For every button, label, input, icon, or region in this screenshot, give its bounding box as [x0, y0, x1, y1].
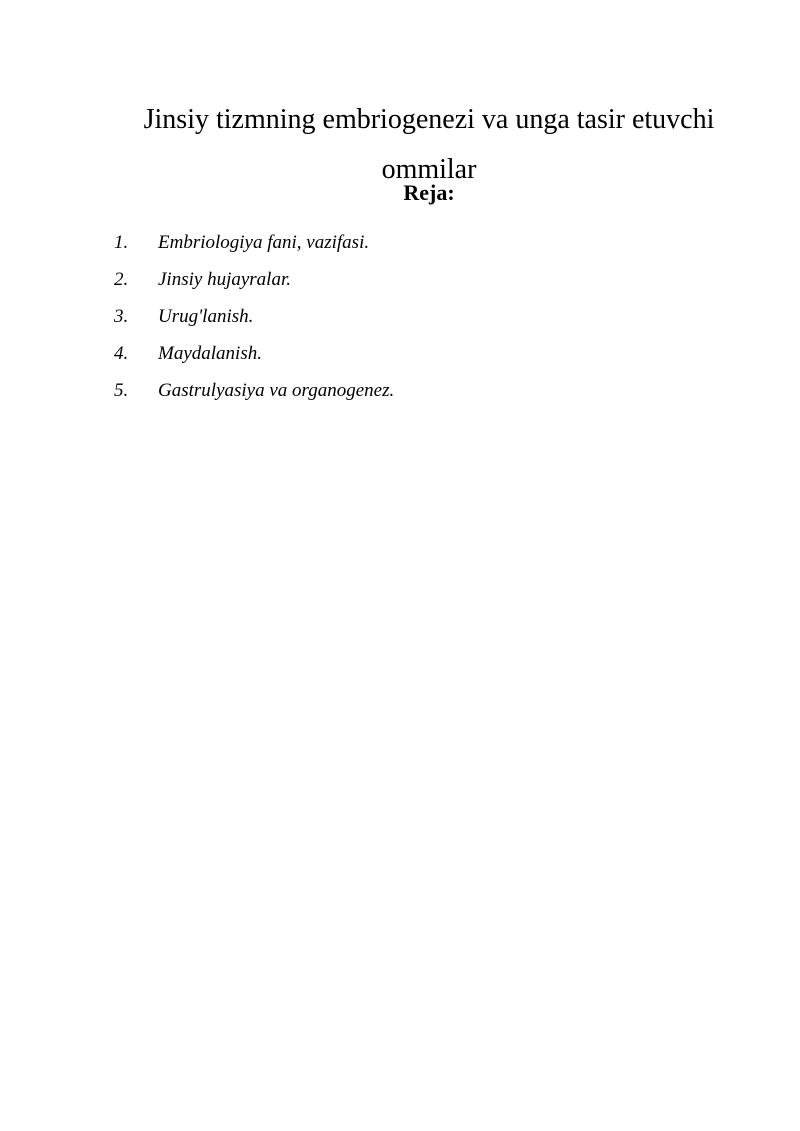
plan-item-text: Urug'lanish. — [158, 306, 254, 327]
plan-item-text: Gastrulyasiya va organogenez. — [158, 380, 395, 401]
plan-item-number: 3. — [114, 306, 129, 327]
plan-item-text: Embriologiya fani, vazifasi. — [158, 232, 370, 253]
plan-item-text: Jinsiy hujayralar. — [158, 269, 291, 290]
plan-item — [114, 269, 714, 306]
plan-item-text: Maydalanish. — [158, 343, 262, 364]
plan-item — [114, 232, 714, 269]
plan-item — [114, 380, 714, 417]
plan-item-number: 1. — [114, 232, 129, 253]
plan-item-number: 2. — [114, 269, 129, 290]
plan-item — [114, 343, 714, 380]
plan-item — [114, 306, 714, 343]
title-line-2: ommilar — [381, 153, 477, 185]
plan-list — [114, 232, 714, 417]
plan-item-number: 5. — [114, 380, 129, 401]
plan-heading: Reja: — [403, 180, 455, 205]
title-line-1: Jinsiy tizmning embriogenezi va unga tasir etuvchi — [143, 103, 715, 135]
plan-item-number: 4. — [114, 343, 129, 364]
